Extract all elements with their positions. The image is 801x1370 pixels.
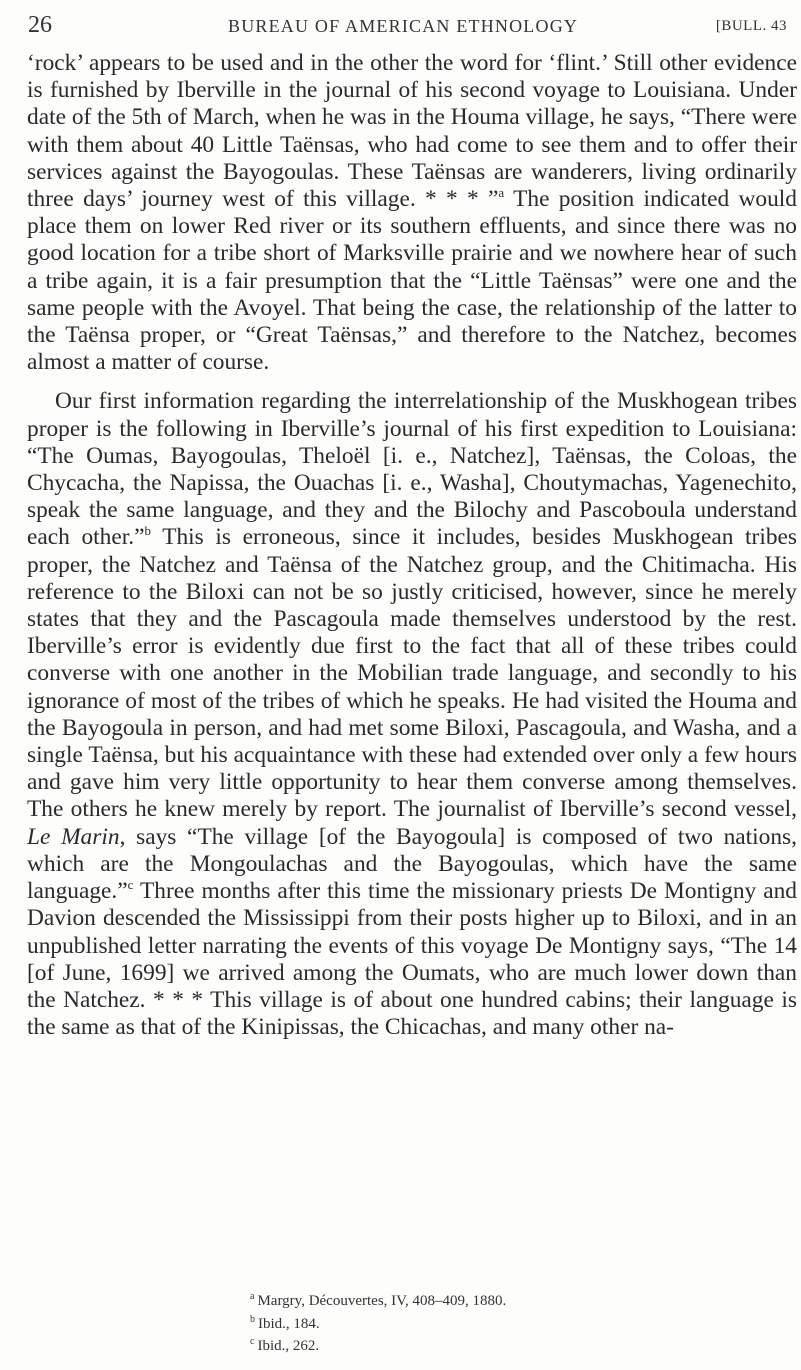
paragraph-2-text-c: , says “The village [of the Bayogoula] is composed of two nations, which are the Mongoulachas and the Bayogoulas, which have the same language.” [27, 823, 798, 905]
paragraph-1-text-a: ‘rock’ appears to be used and in the other the word for ‘flint.’ Still other evidence is furnished by Iberville in the journal of his second voyage to Louisiana. Under date of the 5th of March, when he was in the Houma village, he says, “There were with them about 40 Little Taënsas, who had come to see them and to offer their services against the Bayogoulas. These Taënsas are wanderers, living ordinarily three days’ journey west of this village. * * * ” [27, 50, 797, 213]
footnote-ref-b[interactable]: b [144, 523, 151, 539]
footnotes [250, 1288, 790, 1356]
paragraph-2-text-a: Our first information regarding the interrelationship of the Muskhogean tribes proper is the following in Iberville’s journal of his first expedition to Louisiana: “The Oumas, Bayogoulas, Theloël [i. e., Natchez], Taënsas, the Coloas, the Chycacha, the Napissa, the Ouachas [i. e., Washa], Choutymachas, Yagenechito, speak the same language, and they and the Bilochy and Pascoboula understand each other.” [27, 388, 797, 551]
footnote-ref-c[interactable]: c [127, 877, 134, 893]
footnote-mark: a [250, 1291, 255, 1302]
running-header [28, 8, 787, 42]
footnote-text: Ibid., 184. [258, 1315, 320, 1332]
vessel-name: Le Marin [27, 823, 120, 850]
paragraph-1 [27, 50, 797, 376]
running-title: BUREAU OF AMERICAN ETHNOLOGY [228, 16, 579, 36]
body-text [27, 50, 797, 1041]
paragraph-1-text-b: The position indicated would place them on lower Red river or its southern effluents, and since there was no good location for a tribe short of Marksville prairie and we nowhere hear of such a tribe again, it is a fair presumption that the “Little Taënsas” were one and the same people with the Avoyel. That being the case, the relationship of the latter to the Taënsa proper, or “Great Taënsas,” and therefore to the Natchez, becomes almost a matter of course. [27, 186, 797, 376]
footnote-text: Margry, Découvertes, IV, 408–409, 1880. [257, 1293, 507, 1309]
footnote-b [250, 1311, 790, 1334]
page-number: 26 [28, 12, 52, 38]
paragraph-2-text-b: This is erroneous, since it includes, besides Muskhogean tribes proper, the Natchez and Taënsa of the Natchez group, and the Chitimacha. His reference to the Biloxi can not be so justly criticised, however, since he merely states that they and the Pascagoula made themselves understood by the rest. Iberville’s error is evidently due first to the fact that all of these tribes could converse with one another in the Mobilian trade language, and secondly to his ignorance of most of the tribes of which he speaks. He had visited the Houma and the Bayogoula in person, and had met some Biloxi, Pascagoula, and Washa, and a single Taënsa, but his acquaintance with these had extended over only a few hours and gave him very little opportunity to hear them converse among themselves. The others he knew merely by report. The journalist of Iberville’s second vessel, [27, 524, 798, 823]
footnote-mark: b [250, 1313, 255, 1325]
footnote-c [250, 1333, 790, 1356]
footnote-text: Ibid., 262. [257, 1338, 320, 1354]
footnote-a [250, 1288, 790, 1311]
footnote-mark: c [250, 1336, 255, 1347]
bulletin-number: [BULL. 43 [715, 18, 787, 34]
footnote-ref-a[interactable]: a [498, 185, 505, 201]
paragraph-2 [27, 388, 797, 1041]
paragraph-2-text-d: Three months after this time the missionary priests De Montigny and Davion descended the Mississippi from their posts higher up to Biloxi, and in an unpublished letter narrating the events of this voyage De Montigny says, “The 14 [of June, 1699] we arrived among the Oumats, who are much lower down than the Natchez. * * * This village is of about one hundred cabins; their language is the same as that of the Kinipissas, the Chicachas, and many other na- [27, 878, 797, 1041]
